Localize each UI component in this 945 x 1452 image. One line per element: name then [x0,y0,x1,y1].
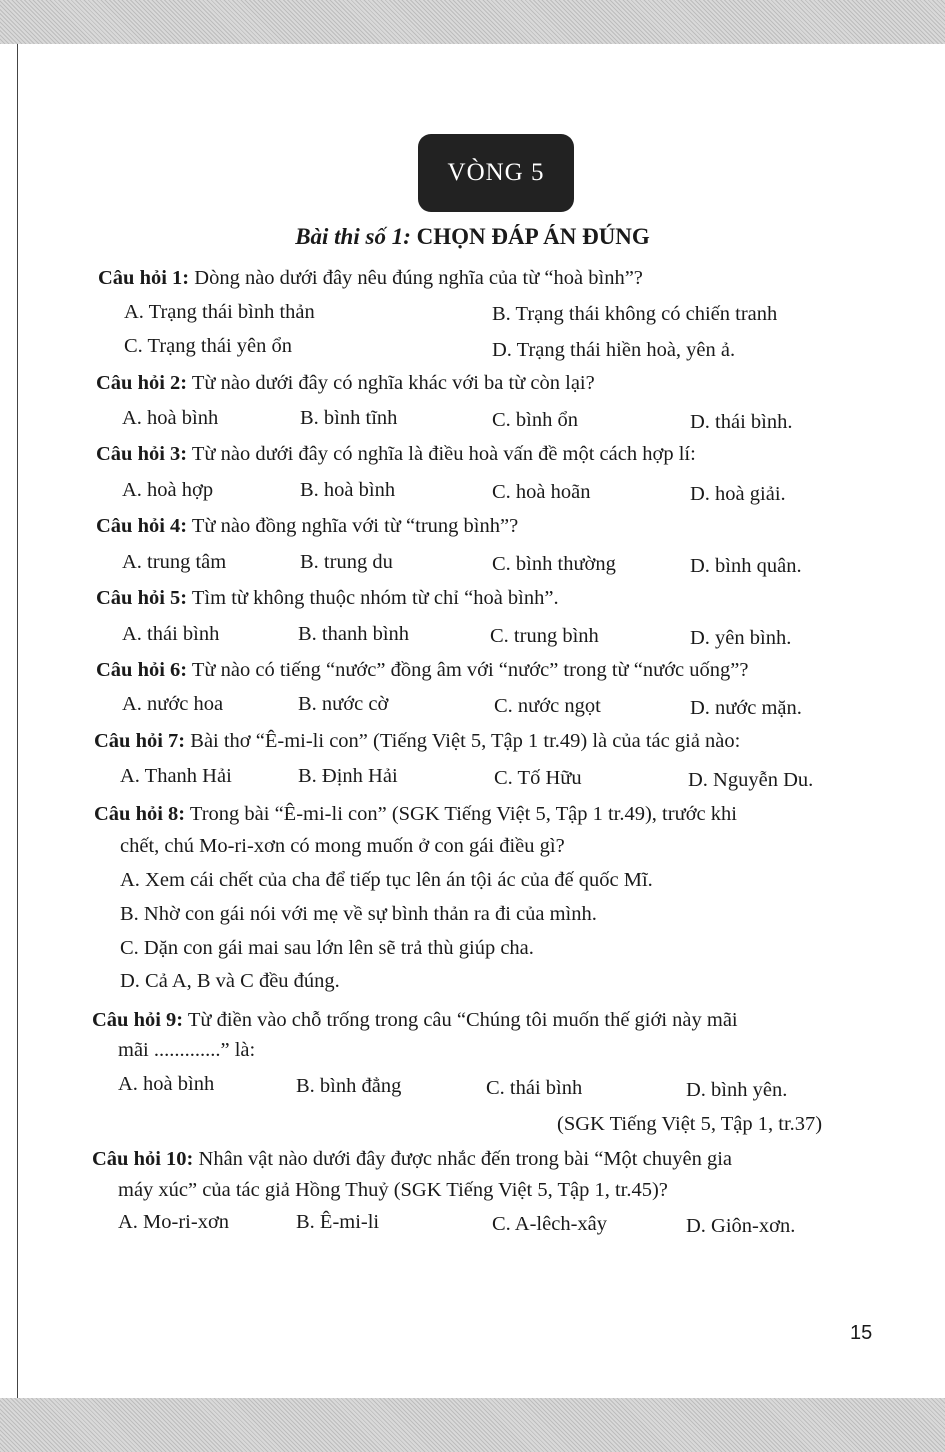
question-10 [92,1143,732,1175]
option: B. nước cờ [298,693,389,715]
option: C. Tố Hữu [494,767,582,789]
question-label: Câu hỏi 9: [92,1009,184,1031]
option: A. Thanh Hải [120,765,232,787]
option: A. thái bình [122,623,220,645]
question-8-continuation: chết, chú Mo-ri-xơn có mong muốn ở con gái điều gì? [120,835,565,857]
option: C. Dặn con gái mai sau lớn lên sẽ trả thù giúp cha. [120,937,534,959]
question-10-continuation: máy xúc” của tác giả Hồng Thuỷ (SGK Tiếng Việt 5, Tập 1, tr.45)? [118,1179,668,1201]
option: A. hoà bình [122,407,219,429]
option: B. Nhờ con gái nói với mẹ về sự bình thản ra đi của mình. [120,903,597,925]
option: C. A-lêch-xây [492,1213,607,1235]
question-label: Câu hỏi 6: [96,659,188,681]
option: B. thanh bình [298,623,410,645]
option: D. Nguyễn Du. [688,769,814,791]
option: C. trung bình [490,625,599,647]
option: A. Xem cái chết của cha để tiếp tục lên án tội ác của đế quốc Mĩ. [120,869,653,891]
question-text: Từ điền vào chỗ trống trong câu “Chúng tôi muốn thế giới này mãi [187,1009,738,1031]
question-label: Câu hỏi 8: [94,803,186,825]
question-text: Từ nào đồng nghĩa với từ “trung bình”? [191,515,519,537]
section-heading: CHỌN ĐÁP ÁN ĐÚNG [416,224,650,249]
section-prefix: Bài thi số 1: [295,224,411,249]
option: C. Trạng thái yên ổn [124,335,292,357]
question-label: Câu hỏi 3: [96,443,188,465]
question-text: Tìm từ không thuộc nhóm từ chỉ “hoà bình”. [191,587,559,609]
option: D. bình yên. [686,1079,788,1101]
option: B. Định Hải [298,765,398,787]
bottom-scan-band [0,1398,945,1452]
option: C. thái bình [486,1077,583,1099]
option: A. hoà hợp [122,479,214,501]
option: A. hoà bình [118,1073,215,1095]
question-7 [94,725,740,757]
question-6 [96,654,748,686]
question-9 [92,1004,738,1036]
option: A. Trạng thái bình thản [124,301,315,323]
option: C. bình thường [492,553,616,575]
option: A. Mo-ri-xơn [118,1211,230,1233]
option: D. yên bình. [690,627,792,649]
question-9-continuation: mãi .............” là: [118,1039,256,1061]
question-label: Câu hỏi 5: [96,587,188,609]
question-text: Bài thơ “Ê-mi-li con” (Tiếng Việt 5, Tập 1 tr.49) là của tác giả nào: [190,730,741,752]
question-label: Câu hỏi 4: [96,515,188,537]
question-1 [98,262,643,294]
option: D. bình quân. [690,555,802,577]
question-text: Từ nào có tiếng “nước” đồng âm với “nước” trong từ “nước uống”? [191,659,749,681]
question-3 [96,438,696,470]
option: B. hoà bình [300,479,396,501]
source-note: (SGK Tiếng Việt 5, Tập 1, tr.37) [557,1113,823,1135]
option: B. Trạng thái không có chiến tranh [492,303,778,325]
option: C. hoà hoãn [492,481,591,503]
option: A. trung tâm [122,551,227,573]
option: D. Giôn-xơn. [686,1215,796,1237]
option: B. trung du [300,551,393,573]
option: D. thái bình. [690,411,793,433]
top-scan-band [0,0,945,44]
option: D. nước mặn. [690,697,802,719]
question-text: Từ nào dưới đây có nghĩa khác với ba từ còn lại? [191,372,595,394]
option: D. hoà giải. [690,483,786,505]
question-label: Câu hỏi 1: [98,267,190,289]
round-badge [418,134,574,212]
question-5 [96,582,559,614]
page-number: 15 [850,1322,873,1344]
option: A. nước hoa [122,693,224,715]
option: B. bình đẳng [296,1075,402,1097]
question-label: Câu hỏi 7: [94,730,186,752]
question-8 [94,798,737,830]
section-title [0,224,945,250]
question-4 [96,510,518,542]
question-label: Câu hỏi 2: [96,372,188,394]
question-text: Dòng nào dưới đây nêu đúng nghĩa của từ “hoà bình”? [194,267,643,289]
option: D. Trạng thái hiền hoà, yên ả. [492,339,736,361]
option: C. bình ổn [492,409,578,431]
question-2 [96,367,595,399]
question-label: Câu hỏi 10: [92,1148,194,1170]
question-text: Nhân vật nào dưới đây được nhắc đến trong bài “Một chuyên gia [198,1148,732,1170]
option: B. bình tĩnh [300,407,398,429]
question-text: Trong bài “Ê-mi-li con” (SGK Tiếng Việt 5, Tập 1 tr.49), trước khi [189,803,737,825]
option: B. Ê-mi-li [296,1211,380,1233]
option: D. Cả A, B và C đều đúng. [120,970,340,992]
option: C. nước ngọt [494,695,601,717]
question-text: Từ nào dưới đây có nghĩa là điều hoà vấn đề một cách hợp lí: [191,443,696,465]
round-label: VÒNG 5 [447,159,545,186]
